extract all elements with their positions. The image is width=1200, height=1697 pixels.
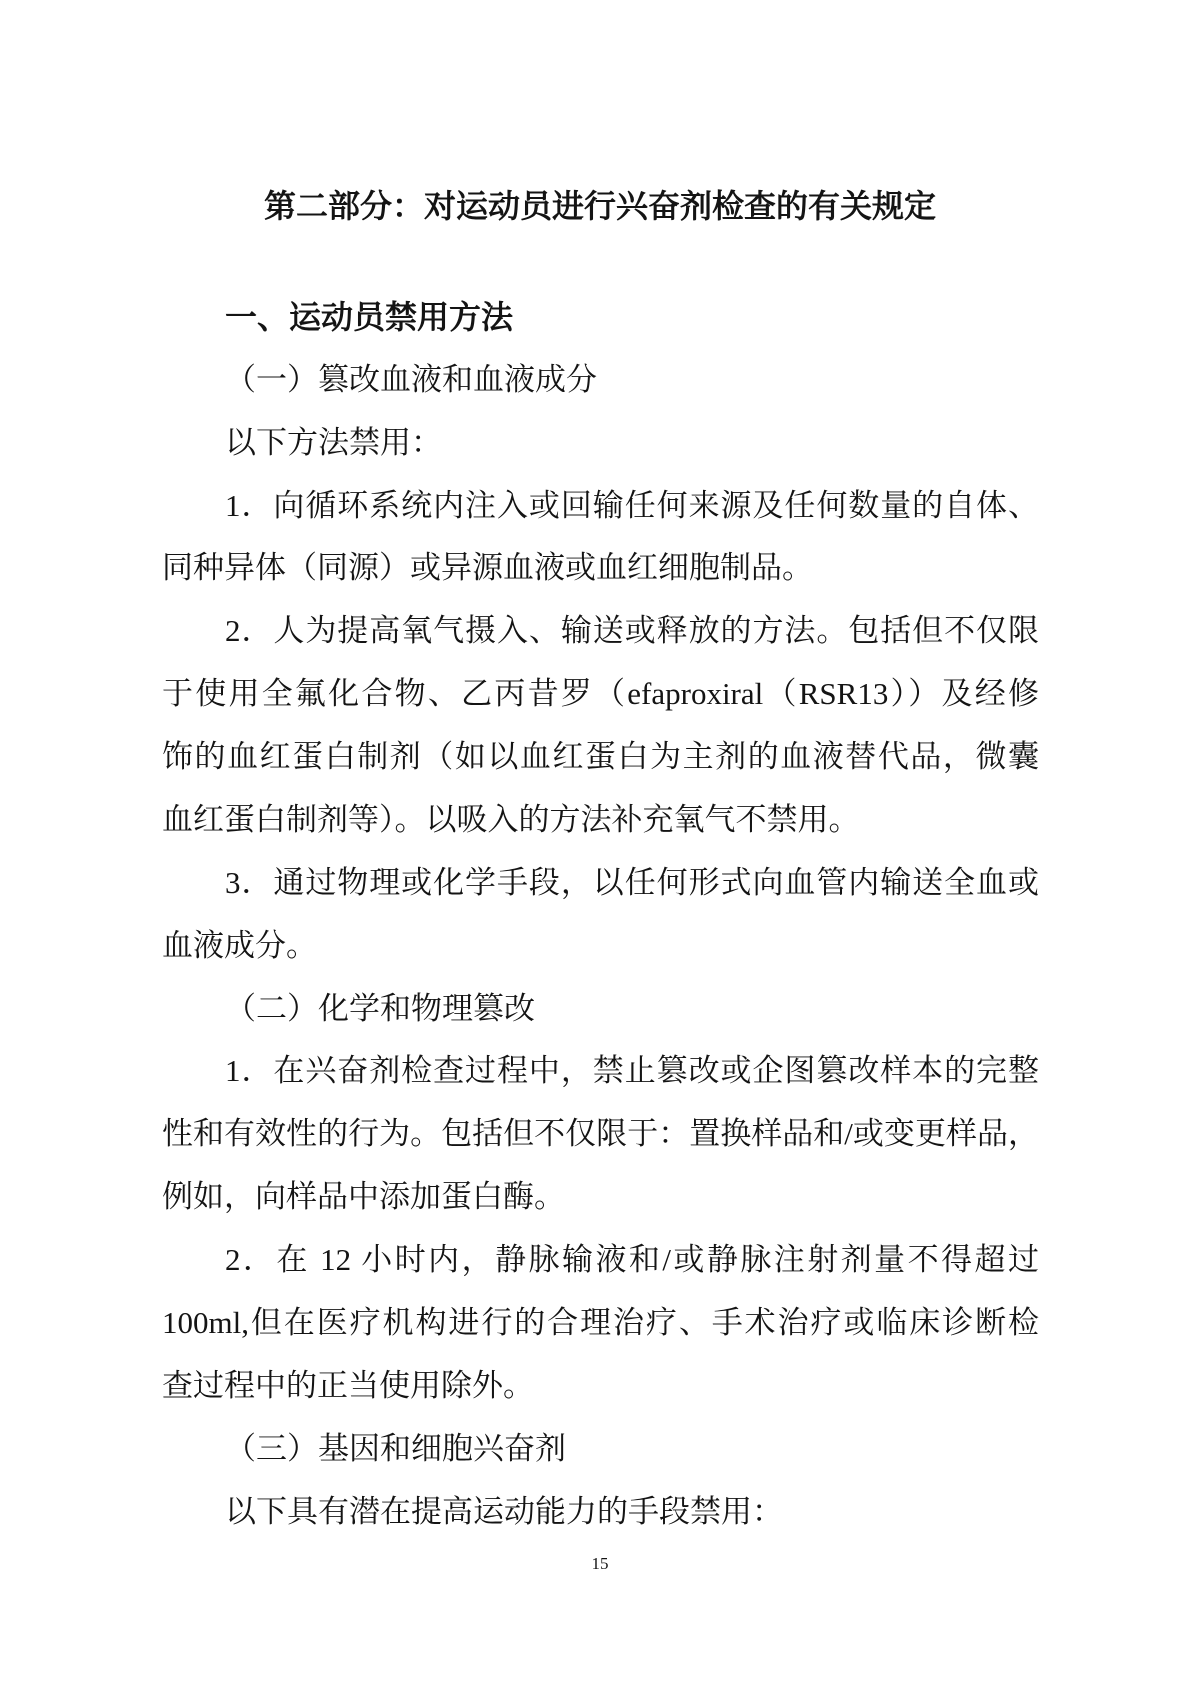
- paragraph-line: 1．向循环系统内注入或回输任何来源及任何数量的自体、: [225, 488, 1039, 523]
- page-number: 15: [591, 1554, 609, 1573]
- paragraph-line: 2．人为提高氧气摄入、输送或释放的方法。包括但不仅限: [225, 613, 1039, 648]
- section-heading: 一、运动员禁用方法: [225, 298, 514, 336]
- intro-line: 以下方法禁用：: [225, 425, 442, 460]
- paragraph-line: 3．通过物理或化学手段，以任何形式向血管内输送全血或: [225, 865, 1039, 900]
- paragraph-line: 性和有效性的行为。包括但不仅限于：置换样品和/或变更样品，: [162, 1116, 1039, 1151]
- subsection-heading: （三）基因和细胞兴奋剂: [225, 1431, 566, 1466]
- paragraph-line: 2．在 12 小时内，静脉输液和/或静脉注射剂量不得超过: [225, 1242, 1039, 1277]
- paragraph-line: 查过程中的正当使用除外。: [162, 1368, 534, 1403]
- paragraph-line: 于使用全氟化合物、乙丙昔罗（efaproxiral（RSR13））及经修: [162, 676, 1039, 711]
- page-title: 第二部分：对运动员进行兴奋剂检查的有关规定: [263, 187, 936, 225]
- paragraph-line: 血液成分。: [162, 928, 317, 963]
- paragraph-line: 1．在兴奋剂检查过程中，禁止篡改或企图篡改样本的完整: [225, 1053, 1039, 1088]
- paragraph-line: 血红蛋白制剂等）。以吸入的方法补充氧气不禁用。: [162, 802, 860, 837]
- subsection-heading: （二）化学和物理篡改: [225, 991, 535, 1026]
- intro-line: 以下具有潜在提高运动能力的手段禁用：: [225, 1494, 783, 1529]
- paragraph-line: 同种异体（同源）或异源血液或血红细胞制品。: [162, 550, 813, 585]
- subsection-heading: （一）篡改血液和血液成分: [225, 362, 597, 397]
- paragraph-line: 饰的血红蛋白制剂（如以血红蛋白为主剂的血液替代品，微囊: [162, 739, 1039, 774]
- paragraph-line: 100ml,但在医疗机构进行的合理治疗、手术治疗或临床诊断检: [162, 1305, 1039, 1340]
- paragraph-line: 例如，向样品中添加蛋白酶。: [162, 1179, 565, 1214]
